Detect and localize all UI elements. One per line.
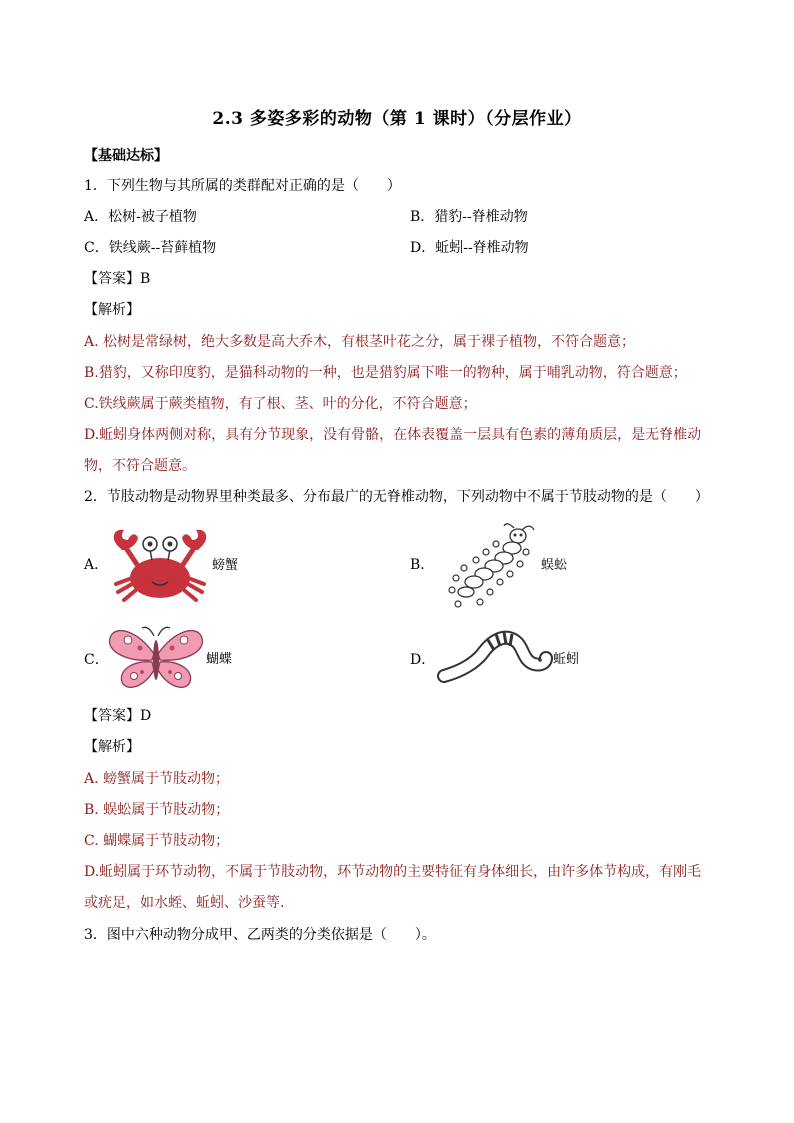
q1-analysis-line: A. 松树是常绿树，绝大多数是高大乔木，有根茎叶花之分，属于裸子植物，不符合题意； [84, 334, 636, 350]
q2-option-c-letter: C． [84, 652, 109, 668]
q1-option-a: A．松树-被子植物 [84, 209, 197, 225]
q1-analysis-line: C.铁线蕨属于蕨类植物，有了根、茎、叶的分化，不符合题意； [84, 396, 477, 412]
butterfly-icon [108, 626, 204, 692]
q1-stem: 1．下列生物与其所属的类群配对正确的是（ ） [84, 178, 401, 194]
q2-analysis-line: B. 蜈蚣属于节肢动物； [84, 802, 230, 818]
q2-stem: 2．节肢动物是动物界里种类最多、分布最广的无脊椎动物，下列动物中不属于节肢动物的是（ ） [84, 489, 709, 505]
centipede-icon [444, 522, 540, 612]
q2-option-d-name: 蚯蚓 [553, 652, 580, 667]
q2-option-a-name: 螃蟹 [212, 558, 239, 573]
q1-analysis-line: B.猎豹，又称印度豹，是猫科动物的一种，也是猎豹属下唯一的物种，属于哺乳动物，符合题意； [84, 365, 687, 381]
q2-answer: 【答案】D [84, 708, 152, 724]
q1-option-c: C．铁线蕨--苔藓植物 [84, 240, 217, 256]
q1-analysis-line: 物，不符合题意。 [84, 458, 196, 474]
page-title: 2.3 多姿多彩的动物（第 1 课时）（分层作业） [212, 109, 582, 129]
q2-option-a-letter: A． [84, 557, 109, 573]
q2-analysis-line: 或疣足，如水蛭、蚯蚓、沙蚕等. [84, 895, 285, 911]
q2-analysis-label: 【解析】 [84, 739, 140, 755]
q2-analysis-line: D.蚯蚓属于环节动物，不属于节肢动物，环节动物的主要特征有身体细长，由许多体节构成，有刚毛 [84, 864, 702, 880]
q2-option-c-name: 蝴蝶 [206, 652, 233, 667]
q1-analysis-line: D.蚯蚓身体两侧对称，具有分节现象，没有骨骼，在体表覆盖一层具有色素的薄角质层，是无脊椎动 [84, 427, 702, 443]
section-heading-basic: 【基础达标】 [84, 148, 168, 164]
q1-option-d: D．蚯蚓--脊椎动物 [410, 240, 529, 256]
q1-option-b: B．猎豹--脊椎动物 [410, 209, 528, 225]
document-page: 2.3 多姿多彩的动物（第 1 课时）（分层作业） 【基础达标】 1．下列生物与其所属的类群配对正确的是（ ） A．松树-被子植物 B．猎豹--脊椎动物 C．铁线蕨--苔藓植物 D．蚯蚓--脊椎动物 【答案】B 【解析】 A. 松树是常绿树，绝大多数是高大乔木，有根茎叶花之分，属于裸子植物，不符合题意； B.猎豹，又称印度豹，是猫科动物的一种，也是猎豹属下唯一的物种，属于哺乳动物，符合题意； C.铁线蕨属于蕨类植物，有了根、茎、叶的分化，不符合题意； D.蚯蚓身体两侧对称，具有分节现象，没有骨骼，在体表覆盖一层具有色素的薄角质层，是无脊椎动 物，不符合题意。 2．节肢动物是动物界里种类最多、分布最广的无脊椎动物，下列动物中不属于节肢动物的是（ ） A． 螃蟹 B． 蜈蚣 C． 蝴蝶 D． 蚯蚓 【答案】D 【解析】 A. 螃蟹属于节肢动物； B. 蜈蚣属于节肢动物； C. 蝴蝶属于节肢动物； D.蚯蚓属于环节动物，不属于节肢动物，环节动物的主要特征有身体细长，由许多体节构成，有刚毛 或疣足，如水蛭、蚯蚓、沙蚕等. 3．图中六种动物分成甲、乙两类的分类依据是（ ）。 [0, 0, 794, 1123]
q2-analysis-line: A. 螃蟹属于节肢动物； [84, 771, 230, 787]
crab-icon [108, 528, 212, 604]
q2-option-b-name: 蜈蚣 [541, 558, 568, 573]
q3-stem: 3．图中六种动物分成甲、乙两类的分类依据是（ ）。 [84, 927, 436, 943]
q1-analysis-label: 【解析】 [84, 302, 140, 318]
q2-analysis-line: C. 蝴蝶属于节肢动物； [84, 833, 230, 849]
earthworm-icon [438, 626, 550, 686]
q1-answer: 【答案】B [84, 271, 151, 287]
